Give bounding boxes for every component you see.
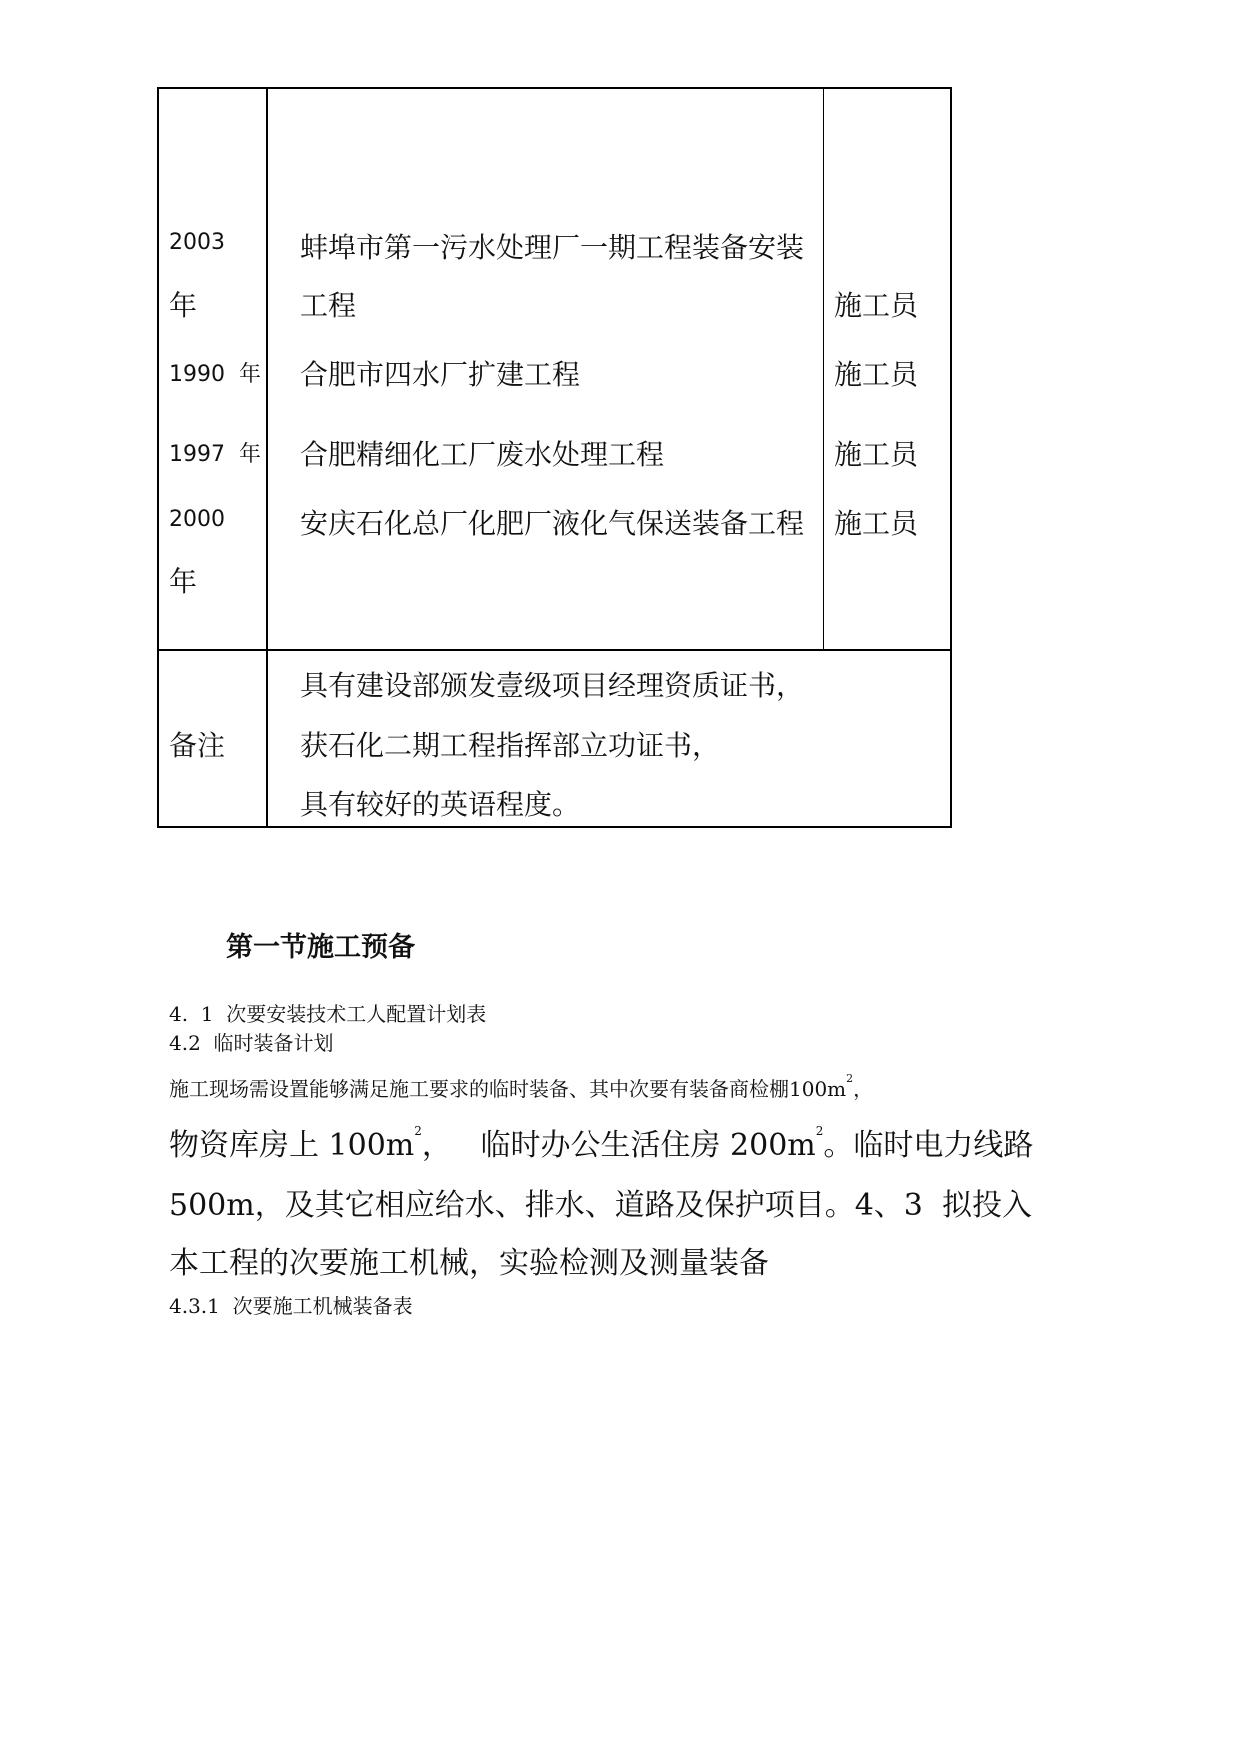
table-border-left	[157, 87, 159, 828]
project-cell: 合肥精细化工厂废水处理工程	[300, 438, 665, 471]
table-col-divider-1	[266, 87, 268, 828]
remarks-line: 具有较好的英语程度。	[300, 788, 581, 821]
project-cell: 合肥市四水厂扩建工程	[300, 358, 581, 391]
project-cell: 蚌埠市第一污水处理厂一期工程装备安装	[300, 231, 805, 264]
paragraph-line	[169, 1073, 873, 1102]
paragraph-text: ，	[853, 1077, 874, 1101]
paragraph-text: 。临时电力线路	[823, 1128, 1034, 1163]
paragraph-line: 本工程的次要施工机械，实验检测及测量装备	[169, 1246, 769, 1281]
year-cell: 2000	[169, 507, 225, 532]
project-cell: 安庆石化总厂化肥厂液化气保送装备工程	[300, 507, 805, 540]
paragraph-text: 施工现场需设置能够满足施工要求的临时装备、其中次要有装备商检棚100m	[169, 1077, 847, 1101]
role-cell: 施工员	[834, 358, 919, 391]
item-4-1: 4. 1 次要安装技术工人配置计划表	[169, 1002, 487, 1026]
table-col-divider-2	[823, 87, 824, 650]
remarks-line: 获石化二期工程指挥部立功证书，	[300, 729, 721, 762]
year-cell: 1997 年	[169, 442, 261, 467]
remarks-line: 具有建设部颁发壹级项目经理资质证书，	[300, 669, 805, 702]
role-cell: 施工员	[834, 289, 919, 322]
table-border-top	[157, 87, 952, 89]
year-cell: 2003	[169, 230, 225, 255]
role-cell: 施工员	[834, 507, 919, 540]
item-4-2: 4.2 临时装备计划	[169, 1031, 334, 1055]
table-border-mid	[157, 649, 952, 651]
superscript: 2	[414, 1124, 422, 1138]
paragraph-line	[169, 1120, 1033, 1164]
project-cell: 工程	[300, 289, 357, 322]
year-cell: 年	[169, 289, 198, 322]
paragraph-line: 500m，及其它相应给水、排水、道路及保护项目。4、3 拟投入	[169, 1188, 1032, 1223]
table-border-right	[950, 87, 952, 828]
role-cell: 施工员	[834, 438, 919, 471]
remarks-label: 备注	[169, 729, 226, 762]
superscript: 2	[846, 1072, 854, 1085]
year-cell: 年	[169, 565, 198, 598]
year-cell: 1990 年	[169, 362, 261, 387]
table-border-bottom	[157, 826, 952, 828]
paragraph-text: 物资库房上 100m	[169, 1128, 415, 1163]
item-4-3-1: 4.3.1 次要施工机械装备表	[169, 1294, 413, 1318]
superscript: 2	[815, 1124, 824, 1138]
section-heading: 第一节施工预备	[226, 932, 415, 963]
paragraph-text: ， 临时办公生活住房 200m	[421, 1128, 816, 1163]
